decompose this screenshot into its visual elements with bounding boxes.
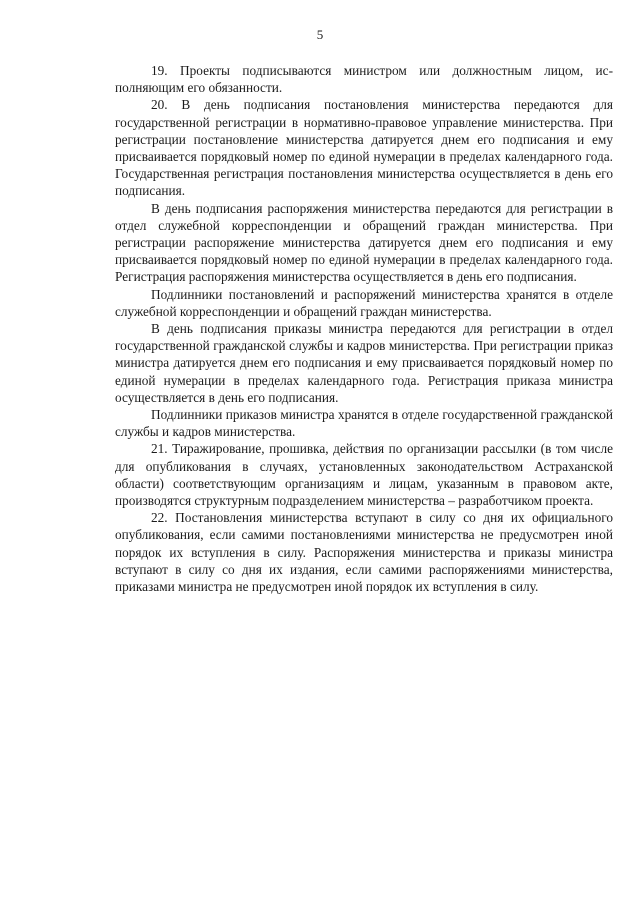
paragraph-orders-registration: В день подписания приказы министра передаются для регистрации в отдел государственной гражданской службы и кадров министерства. При регистрации приказ министра датируется днем его подписания и ему присваивается порядковый номер по единой нумерации в пределах календарного года. Регистрация приказа министра осуществляется в день его подписания. [115,321,613,405]
document-body [115,62,613,595]
paragraph-19: 19. Проекты подписываются министром или должностным лицом, исполняющим его обязанности. [115,63,613,96]
page-number: 5 [316,27,324,42]
paragraph-originals-storage: Подлинники постановлений и распоряжений министерства хранятся в отделе служебной корреспонденции и обращений граждан министерства. [115,286,613,319]
paragraph-orders-storage: Подлинники приказов министра хранятся в отделе государственной гражданской службы и кадров министерства. [115,407,613,440]
paragraph-20: 20. В день подписания постановления министерства передаются для государственной регистрации в нормативно-правовое управление министерства. При регистрации постановление министерства датируется днем его подписания и ему присваивается порядковый номер по единой нумерации в пределах календарного года. Государственная регистрация постановления министерства осуществляется в день его подписания. [115,97,613,199]
paragraph-22: 22. Постановления министерства вступают в силу со дня их официального опубликования, если самими постановлениями министерства не предусмотрен иной порядок их вступления в силу. Распоряжения министерства и приказы министра вступают в силу со дня их издания, если самими распоряжениями министерства, приказами министра не предусмотрен иной порядок их вступления в силу. [115,510,613,595]
paragraph-21: 21. Тиражирование, прошивка, действия по организации рассылки (в том числе для опубликования в случаях, установленных законодательством Астраханской области) соответствующим организациям и лицам, указанным в правовом акте, производятся структурным подразделением министерства – разработчиком проекта. [115,441,613,509]
paragraph-disposals-registration: В день подписания распоряжения министерства передаются для регистрации в отдел служебной корреспонденции и обращений граждан министерства. При регистрации распоряжение министерства датируется днем его подписания и ему присваивается порядковый номер по единой нумерации в пределах календарного года. Регистрация распоряжения министерства осуществляется в день его подписания. [115,200,613,285]
